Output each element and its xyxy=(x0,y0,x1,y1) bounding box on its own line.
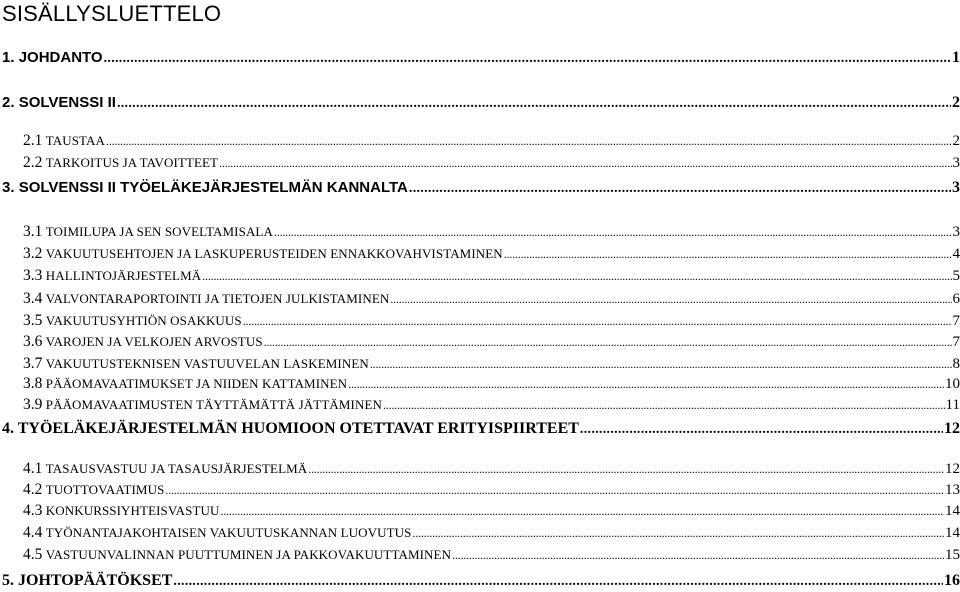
toc-entry-4-2[interactable] xyxy=(23,480,960,500)
toc-entry-number: 3.4 xyxy=(23,290,43,307)
toc-entry-number: 3.7 xyxy=(23,355,43,372)
toc-entry-title: TAUSTAA xyxy=(45,133,106,148)
toc-entry-number: 4.5 xyxy=(23,546,43,563)
toc-entry-number: 2. xyxy=(2,94,15,111)
toc-entry-number: 3.6 xyxy=(23,333,43,350)
toc-entry-page: 11 xyxy=(945,397,960,413)
toc-entry-page: 7 xyxy=(952,334,960,350)
dot-leader xyxy=(452,545,944,565)
toc-entry-title: JOHDANTO xyxy=(18,49,103,66)
toc-entry-3-4[interactable] xyxy=(23,289,960,309)
toc-entry-page: 3 xyxy=(952,224,960,240)
toc-entry-2[interactable] xyxy=(2,93,960,114)
toc-entry-number: 3. xyxy=(2,179,15,196)
dot-leader xyxy=(243,311,952,331)
toc-entry-number: 4.3 xyxy=(23,502,43,519)
dot-leader xyxy=(390,289,951,309)
toc-entry-5[interactable] xyxy=(2,571,960,592)
toc-entry-3-6[interactable] xyxy=(23,332,960,352)
toc-entry-number: 3.5 xyxy=(23,312,43,329)
toc-entry-title: PÄÄOMAVAATIMUSTEN TÄYTTÄMÄTTÄ JÄTTÄMINEN xyxy=(45,397,382,412)
toc-entry-2-2[interactable] xyxy=(23,153,960,173)
toc-entry-4-4[interactable] xyxy=(23,523,960,543)
toc-entry-page: 10 xyxy=(945,376,960,392)
toc-entry-title: KONKURSSIYHTEISVASTUU xyxy=(45,503,220,518)
toc-entry-page: 14 xyxy=(945,525,960,541)
dot-leader xyxy=(370,354,952,374)
toc-entry-4[interactable] xyxy=(2,419,960,440)
toc-entry-3-1[interactable] xyxy=(23,222,960,242)
toc-entry-page: 3 xyxy=(952,179,960,196)
dot-leader xyxy=(104,49,951,69)
toc-entry-title: SOLVENSSI II xyxy=(18,94,116,111)
dot-leader xyxy=(274,222,952,242)
toc-entry-title: SOLVENSSI II TYÖELÄKEJÄRJESTELMÄN KANNALTA xyxy=(18,179,408,196)
toc-entry-title: PÄÄOMAVAATIMUKSET JA NIIDEN KATTAMINEN xyxy=(45,376,348,391)
toc-entry-number: 1. xyxy=(2,49,15,66)
toc-entry-page: 14 xyxy=(945,503,960,519)
toc-entry-number: 2.2 xyxy=(23,154,43,171)
toc-entry-number: 3.1 xyxy=(23,223,43,240)
toc-entry-title: HALLINTOJÄRJESTELMÄ xyxy=(45,268,202,283)
dot-leader xyxy=(348,374,944,394)
toc-entry-page: 15 xyxy=(945,547,960,563)
dot-leader xyxy=(202,266,951,286)
toc-entry-page: 6 xyxy=(952,291,960,307)
toc-entry-title: TASAUSVASTUU JA TASAUSJÄRJESTELMÄ xyxy=(45,461,308,476)
toc-entry-3-7[interactable] xyxy=(23,354,960,374)
dot-leader xyxy=(504,244,952,264)
toc-entry-page: 12 xyxy=(945,461,960,477)
toc-entry-page: 1 xyxy=(952,49,960,66)
toc-entry-number: 4.1 xyxy=(23,460,43,477)
toc-entry-title: VAKUUTUSEHTOJEN JA LASKUPERUSTEIDEN ENNAKKOVAHVISTAMINEN xyxy=(45,246,503,261)
toc-entry-title: VASTUUNVALINNAN PUUTTUMINEN JA PAKKOVAKUUTTAMINEN xyxy=(45,547,452,562)
dot-leader xyxy=(308,459,944,479)
toc-entry-page: 2 xyxy=(952,94,960,111)
toc-entry-number: 3.2 xyxy=(23,245,43,262)
toc-entry-page: 13 xyxy=(945,482,960,498)
toc-entry-3-3[interactable] xyxy=(23,266,960,286)
toc-entry-title: JOHTOPÄÄTÖKSET xyxy=(18,572,173,589)
toc-entry-title: VAKUUTUSYHTIÖN OSAKKUUS xyxy=(45,313,242,328)
toc-entry-title: TYÖELÄKEJÄRJESTELMÄN HUOMIOON OTETTAVAT ERITYISPIIRTEET xyxy=(17,420,579,437)
toc-title: SISÄLLYSLUETTELO xyxy=(2,1,222,26)
dot-leader xyxy=(221,501,944,521)
dot-leader xyxy=(409,179,951,199)
toc-entry-3[interactable] xyxy=(2,178,960,199)
toc-entry-number: 3.9 xyxy=(23,396,43,413)
dot-leader xyxy=(219,153,951,173)
toc-entry-3-2[interactable] xyxy=(23,244,960,264)
toc-entry-page: 7 xyxy=(952,313,960,329)
toc-entry-number: 4. xyxy=(2,420,14,437)
toc-entry-3-8[interactable] xyxy=(23,374,960,394)
dot-leader xyxy=(117,94,951,114)
toc-entry-number: 4.2 xyxy=(23,481,43,498)
toc-entry-number: 4.4 xyxy=(23,524,43,541)
toc-entry-page: 2 xyxy=(952,133,960,149)
dot-leader xyxy=(580,420,943,440)
dot-leader xyxy=(412,523,944,543)
toc-entry-number: 2.1 xyxy=(23,132,43,149)
toc-entry-4-5[interactable] xyxy=(23,545,960,565)
toc-entry-4-3[interactable] xyxy=(23,501,960,521)
toc-entry-page: 8 xyxy=(952,356,960,372)
toc-entry-page: 12 xyxy=(944,420,960,437)
dot-leader xyxy=(165,480,944,500)
toc-entry-page: 5 xyxy=(952,268,960,284)
toc-entry-title: TYÖNANTAJAKOHTAISEN VAKUUTUSKANNAN LUOVUTUS xyxy=(45,525,412,540)
toc-entry-title: VAROJEN JA VELKOJEN ARVOSTUS xyxy=(45,334,263,349)
toc-entry-number: 3.3 xyxy=(23,267,43,284)
toc-entry-page: 3 xyxy=(952,155,960,171)
toc-entry-4-1[interactable] xyxy=(23,459,960,479)
toc-entry-title: TARKOITUS JA TAVOITTEET xyxy=(45,155,219,170)
toc-entry-title: VAKUUTUSTEKNISEN VASTUUVELAN LASKEMINEN xyxy=(45,356,369,371)
dot-leader xyxy=(383,395,945,415)
toc-entry-3-9[interactable] xyxy=(23,395,960,415)
toc-entry-page: 16 xyxy=(944,572,960,589)
toc-entry-number: 3.8 xyxy=(23,375,43,392)
dot-leader xyxy=(173,572,943,592)
toc-entry-page: 4 xyxy=(952,246,960,262)
toc-entry-title: TUOTTOVAATIMUS xyxy=(45,482,165,497)
dot-leader xyxy=(106,131,951,151)
toc-entry-title: TOIMILUPA JA SEN SOVELTAMISALA xyxy=(45,224,273,239)
toc-entry-1[interactable] xyxy=(2,48,960,69)
toc-entry-2-1[interactable] xyxy=(23,131,960,151)
toc-entry-3-5[interactable] xyxy=(23,311,960,331)
dot-leader xyxy=(264,332,952,352)
toc-entry-number: 5. xyxy=(2,572,14,589)
toc-entry-title: VALVONTARAPORTOINTI JA TIETOJEN JULKISTAMINEN xyxy=(45,291,390,306)
